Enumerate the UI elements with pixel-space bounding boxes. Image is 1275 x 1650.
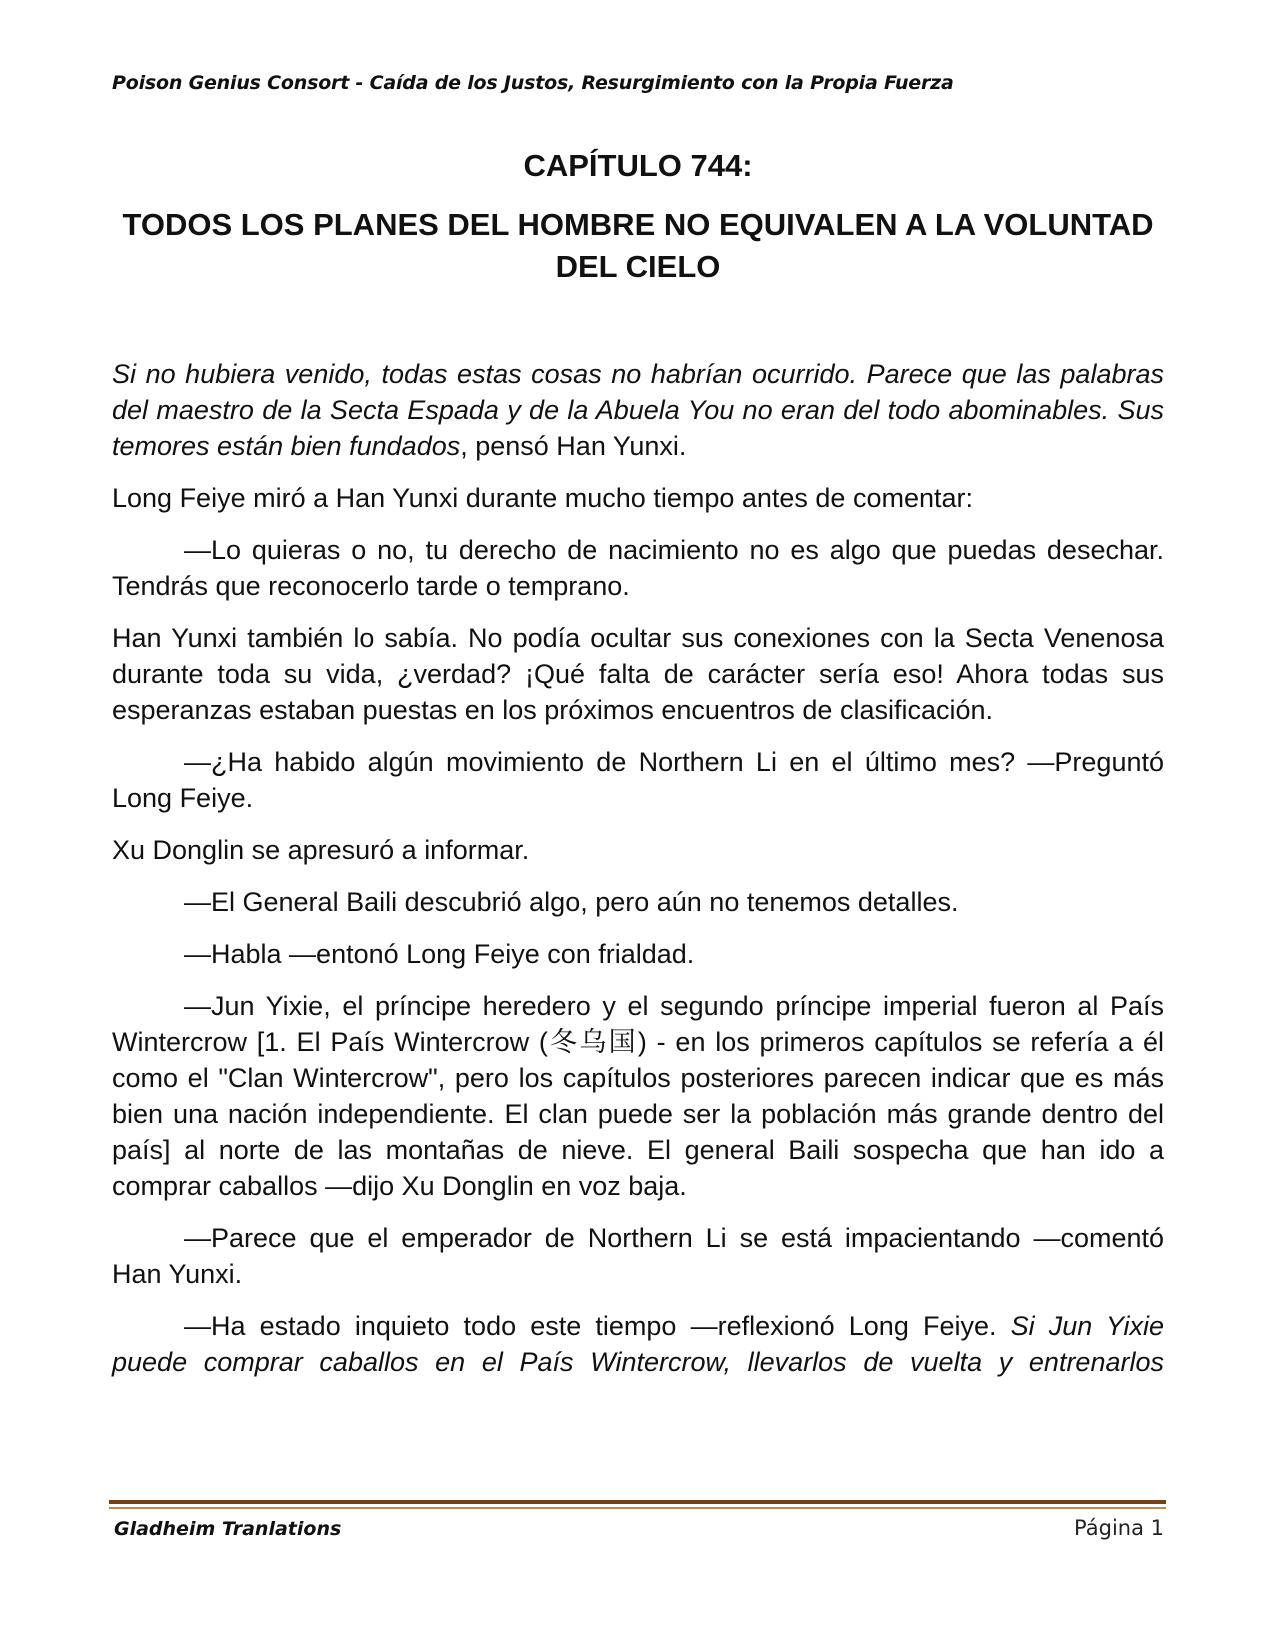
paragraph: [112, 1308, 1164, 1380]
chapter-title: TODOS LOS PLANES DEL HOMBRE NO EQUIVALEN A LA VOLUNTAD DEL CIELO: [122, 207, 1154, 284]
paragraph: —El General Baili descubrió algo, pero aún no tenemos detalles.: [184, 887, 959, 917]
chapter-heading: [112, 146, 1164, 288]
chapter-body: [112, 356, 1164, 1396]
paragraph: —¿Ha habido algún movimiento de Northern Li en el último mes? —Preguntó Long Feiye.: [112, 747, 1164, 813]
footer-publisher: Gladheim Tranlations: [114, 1518, 342, 1540]
paragraph: —Lo quieras o no, tu derecho de nacimiento no es algo que puedas desechar. Tendrás que reconocerlo tarde o temprano.: [112, 535, 1164, 601]
paragraph-italic: Si Jun Yixie puede comprar caballos en el País Wintercrow, llevarlos de vuelta y entrenarlos: [112, 1311, 1164, 1377]
paragraph: —Jun Yixie, el príncipe heredero y el segundo príncipe imperial fueron al País Wintercrow [1. El País Wintercrow (冬乌国) - en los primeros capítulos se refería a él como el "Clan Wintercrow", pero los capítulos posteriores parecen indicar que es más bien una nación independiente. El clan puede ser la población más grande dentro del país] al norte de las montañas de nieve. El general Baili sospecha que han ido a comprar caballos —dijo Xu Donglin en voz baja.: [112, 991, 1164, 1201]
chapter-number: CAPÍTULO 744:: [523, 148, 753, 183]
footer-rule: [109, 1500, 1166, 1504]
paragraph: —Parece que el emperador de Northern Li se está impacientando —comentó Han Yunxi.: [112, 1223, 1164, 1289]
footer-rule-thin: [109, 1507, 1166, 1509]
paragraph: [112, 356, 1164, 464]
paragraph-italic: Si no hubiera venido, todas estas cosas no habrían ocurrido. Parece que las palabras del maestro de la Secta Espada y de la Abuela You no eran del todo abominables. Sus temores están bien fundados: [112, 359, 1164, 461]
paragraph: Han Yunxi también lo sabía. No podía ocultar sus conexiones con la Secta Venenosa durante toda su vida, ¿verdad? ¡Qué falta de carácter sería eso! Ahora todas sus esperanzas estaban puestas en los próximos encuentros de clasificación.: [112, 623, 1164, 725]
page-number: Página 1: [1074, 1516, 1164, 1540]
paragraph-text: —Ha estado inquieto todo este tiempo —reflexionó Long Feiye.: [184, 1311, 1011, 1341]
paragraph: Long Feiye miró a Han Yunxi durante mucho tiempo antes de comentar:: [112, 483, 973, 513]
paragraph-text: , pensó Han Yunxi.: [460, 431, 687, 461]
paragraph: —Habla —entonó Long Feiye con frialdad.: [184, 939, 695, 969]
running-header: Poison Genius Consort - Caída de los Justos, Resurgimiento con la Propia Fuerza: [112, 72, 954, 94]
paragraph: Xu Donglin se apresuró a informar.: [112, 835, 530, 865]
